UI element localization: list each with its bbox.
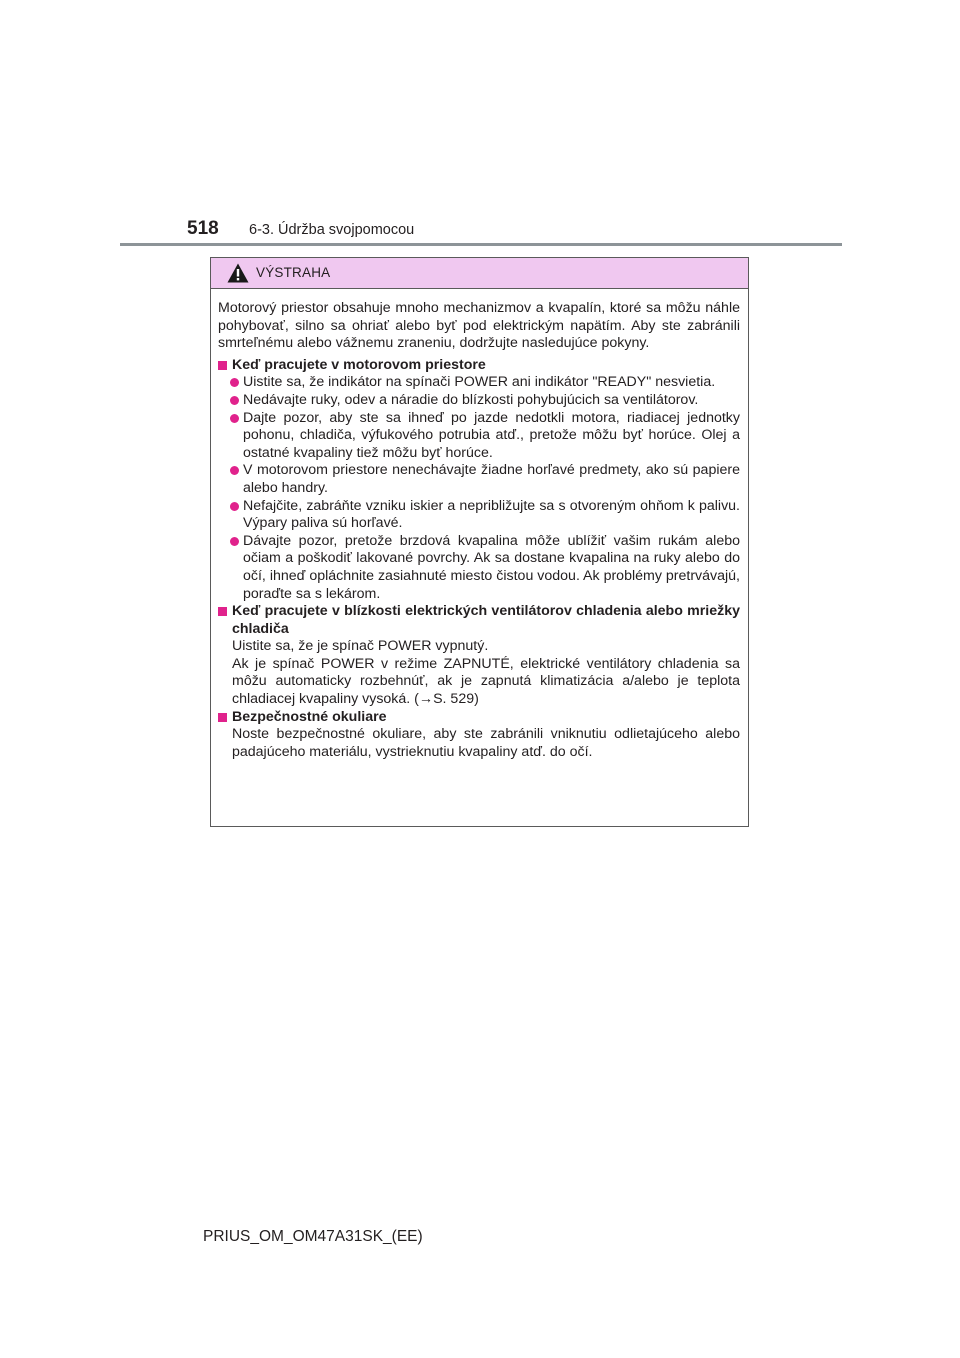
warning-triangle-icon bbox=[227, 263, 249, 283]
section-heading bbox=[218, 603, 740, 638]
header-divider bbox=[120, 243, 842, 246]
circle-bullet-icon bbox=[230, 414, 239, 423]
list-item bbox=[218, 462, 740, 497]
circle-bullet-icon bbox=[230, 396, 239, 405]
list-item-text: Dajte pozor, aby ste sa ihneď po jazde nedotkli motora, riadiacej jednotky pohonu, chladiča, výfukového potrubia atď., pretože môžu byť horúce. Olej a ostatné kvapaliny tiež môžu byť horúce. bbox=[243, 409, 740, 461]
section-heading-text: Keď pracujete v motorovom priestore bbox=[232, 356, 486, 373]
circle-bullet-icon bbox=[230, 378, 239, 387]
document-code: PRIUS_OM_OM47A31SK_(EE) bbox=[203, 1228, 423, 1245]
warning-intro: Motorový priestor obsahuje mnoho mechanizmov a kvapalín, ktoré sa môžu náhle pohybovať, silno sa ohriať alebo byť pod elektrickým napätím. Aby ste zabránili smrteľnému alebo vážnemu zraneniu, dodržujte nasledujúce pokyny. bbox=[218, 300, 740, 352]
paragraph: Uistite sa, že je spínač POWER vypnutý. bbox=[232, 638, 489, 655]
list-item-text: Dávajte pozor, pretože brzdová kvapalina môže ublížiť vašim rukám alebo očiam a poškodiť lakované povrchy. Ak sa dostane kvapalina na ruky alebo do očí, ihneď opláchnite zasiahnuté miesto čistou vodou. Ak problémy pretrvávajú, poraďte sa s lekárom. bbox=[243, 532, 740, 602]
square-bullet-icon bbox=[218, 361, 227, 370]
circle-bullet-icon bbox=[230, 466, 239, 475]
section-heading bbox=[218, 357, 740, 375]
list-item bbox=[218, 498, 740, 533]
list-item-text: V motorovom priestore nenechávajte žiadne horľavé predmety, ako sú papiere alebo handry. bbox=[243, 462, 740, 496]
warning-box bbox=[210, 257, 749, 827]
circle-bullet-icon bbox=[230, 502, 239, 511]
list-item-text: Uistite sa, že indikátor na spínači POWER ani indikátor "READY" nesvietia. bbox=[243, 374, 716, 391]
warning-title: VÝSTRAHA bbox=[256, 265, 331, 280]
section-title: 6-3. Údržba svojpomocou bbox=[249, 222, 415, 238]
list-item bbox=[218, 410, 740, 463]
circle-bullet-icon bbox=[230, 537, 239, 546]
square-bullet-icon bbox=[218, 713, 227, 722]
list-item-text: Nedávajte ruky, odev a náradie do blízkosti pohybujúcich sa ventilátorov. bbox=[243, 391, 699, 408]
section-heading bbox=[218, 709, 740, 727]
list-item bbox=[218, 374, 740, 392]
square-bullet-icon bbox=[218, 607, 227, 616]
paragraph: Noste bezpečnostné okuliare, aby ste zabránili vniknutiu odlietajúceho alebo padajúceho materiálu, vystrieknutiu kvapaliny atď. do očí. bbox=[232, 726, 740, 760]
section-heading-text: Bezpečnostné okuliare bbox=[232, 708, 387, 725]
warning-header bbox=[211, 258, 748, 289]
list-item bbox=[218, 392, 740, 410]
page-number: 518 bbox=[187, 218, 219, 239]
list-item bbox=[218, 533, 740, 603]
list-item-text: Nefajčite, zabráňte vzniku iskier a nepribližujte sa s otvoreným ohňom k palivu. Výpary paliva sú horľavé. bbox=[243, 497, 740, 532]
paragraph: Ak je spínač POWER v režime ZAPNUTÉ, elektrické ventilátory chladenia sa môžu automaticky rozbehnúť, ak je zapnutá klimatizácia a/alebo je teplota chladiacej kvapaliny vysoká. (→S. 529) bbox=[232, 655, 740, 708]
warning-body bbox=[211, 289, 748, 761]
section-heading-text: Keď pracujete v blízkosti elektrických ventilátorov chladenia alebo mriežky chladiča bbox=[232, 603, 740, 637]
